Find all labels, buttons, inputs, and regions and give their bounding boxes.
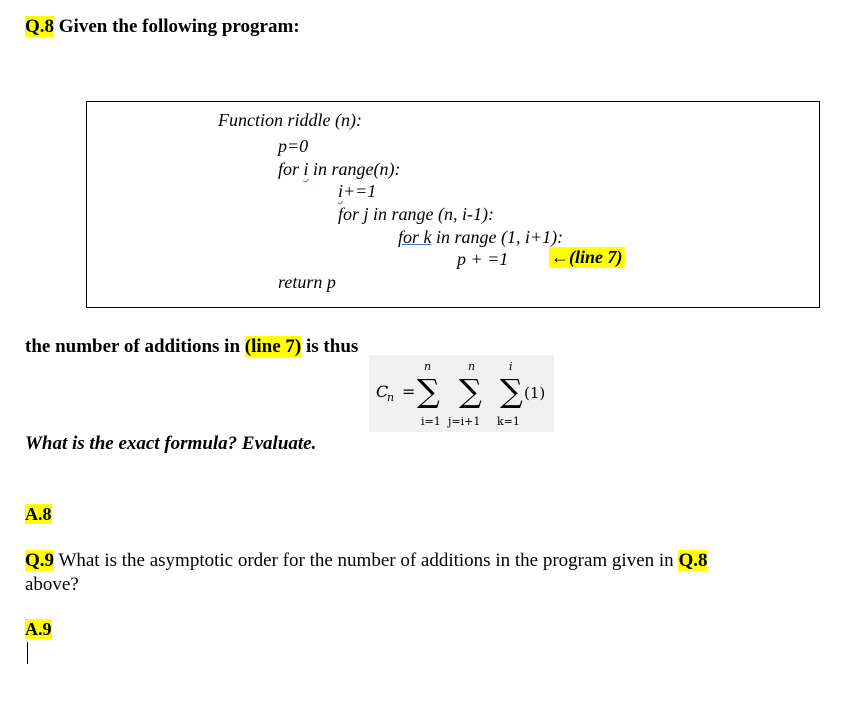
code-line-6-pre: for k bbox=[398, 227, 432, 247]
sum3-upper: i bbox=[509, 360, 513, 373]
additions-statement-pre: the number of additions in bbox=[25, 336, 245, 357]
code-line-4-post: +=1 bbox=[343, 181, 377, 201]
formula-body: (1) bbox=[524, 384, 546, 402]
sum2-upper: n bbox=[468, 360, 476, 373]
a9-label: A.9 bbox=[25, 619, 52, 639]
sum1-sigma: ∑ bbox=[417, 372, 440, 410]
additions-statement-tag: (line 7) bbox=[244, 336, 302, 357]
question-prompt: What is the exact formula? Evaluate. bbox=[25, 433, 317, 454]
formula-lhs-sub: n bbox=[387, 391, 395, 404]
sum2-sigma: ∑ bbox=[459, 372, 482, 410]
sum3-lower: k=1 bbox=[497, 415, 520, 428]
q9-text-2: above? bbox=[25, 574, 79, 595]
code-line-3-post: in range(n): bbox=[308, 159, 401, 179]
formula-lhs: C bbox=[376, 382, 389, 401]
code-line-1: Function riddle (n): bbox=[218, 110, 362, 130]
code-line-3-pre: for bbox=[278, 159, 304, 179]
sum3-sigma: ∑ bbox=[500, 372, 523, 410]
q8-title: Given the following program: bbox=[54, 16, 300, 37]
code-line-2: p=0 bbox=[278, 136, 309, 156]
formula-equals: = bbox=[402, 382, 416, 401]
sum1-lower: i=1 bbox=[421, 415, 441, 428]
sum1-upper: n bbox=[424, 360, 432, 373]
summation-formula bbox=[369, 355, 554, 432]
a8-label: A.8 bbox=[25, 504, 52, 524]
sum2-lower: j=i+1 bbox=[448, 415, 481, 428]
code-line-3-var: i bbox=[303, 159, 309, 179]
q8-heading bbox=[25, 16, 300, 38]
q9-paragraph bbox=[25, 549, 825, 597]
answer-8-label bbox=[25, 504, 52, 525]
line-7-tag: ←(line 7) bbox=[551, 247, 623, 267]
text-cursor[interactable] bbox=[27, 642, 28, 664]
q8-label: Q.8 bbox=[25, 16, 55, 37]
q9-label: Q.9 bbox=[25, 550, 55, 571]
answer-9-label bbox=[25, 619, 52, 640]
code-line-3 bbox=[278, 159, 401, 180]
additions-statement bbox=[25, 336, 358, 358]
q9-text: What is the asymptotic order for the number of additions in the program given in bbox=[54, 550, 679, 571]
code-line-8: return p bbox=[278, 272, 336, 292]
code-line-6 bbox=[398, 227, 563, 248]
code-line-7: p + =1 bbox=[457, 249, 509, 269]
additions-statement-post: is thus bbox=[301, 336, 359, 357]
code-line-5: for j in range (n, i-1): bbox=[338, 204, 494, 224]
code-line-4 bbox=[338, 181, 376, 202]
q9-ref: Q.8 bbox=[678, 550, 708, 571]
code-line-6-post: in range (1, i+1): bbox=[431, 227, 564, 247]
code-line-4-var: i bbox=[338, 181, 344, 201]
